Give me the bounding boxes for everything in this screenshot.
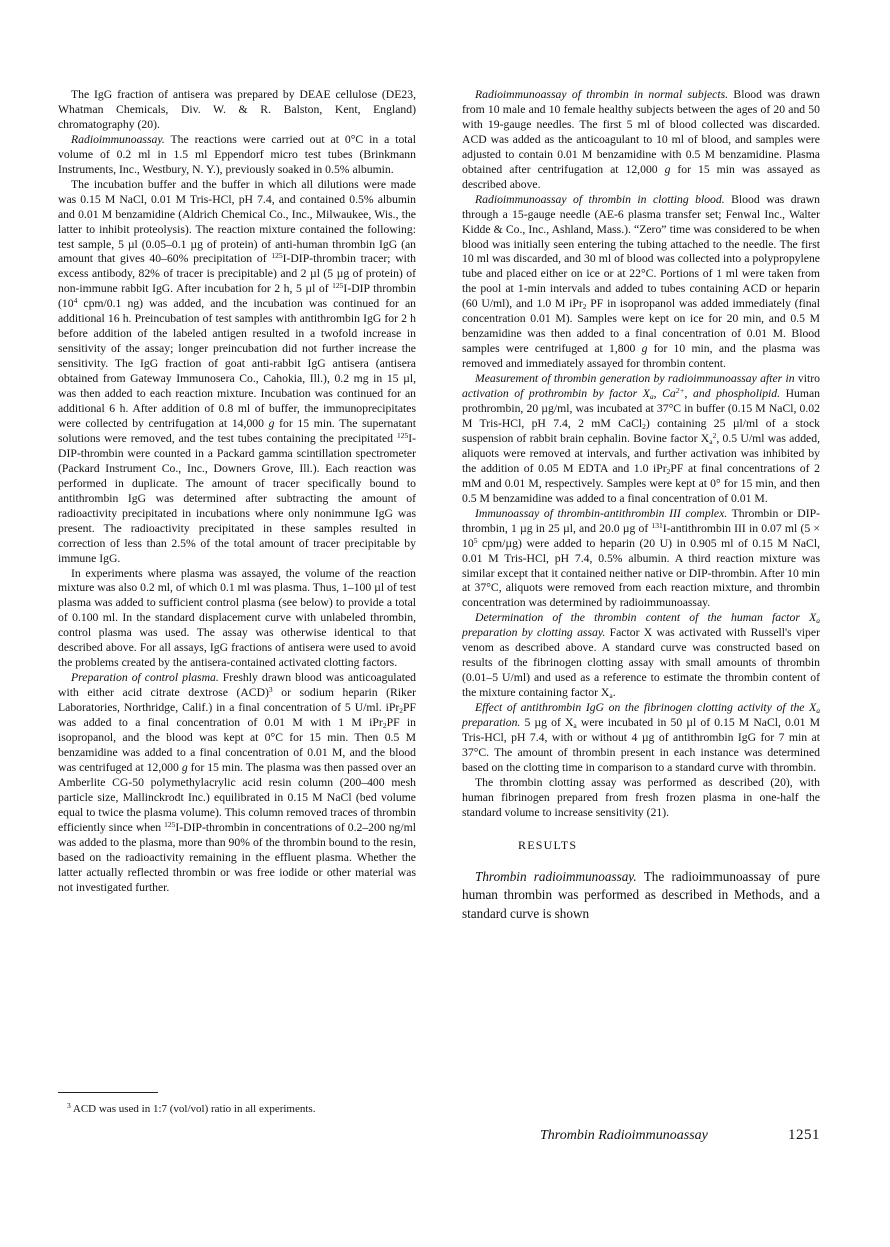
paragraph-results-radioimmunoassay: Thrombin radioimmunoassay. The radioimmunoassay of pure human thrombin was performed as described in Methods, and a standard curve is shown: [462, 868, 820, 921]
run-in-heading: Measurement of thrombin generation by radioimmunoassay after in vitro activation of prothrombin by factor $X_a$, $Ca^{2+}$, and phospholipid.: [462, 372, 820, 402]
paragraph-incubation-buffer: The incubation buffer and the buffer in which all dilutions were made was 0.15 M NaCl, 0.01 M Tris-HCl, pH 7.4, and contained 0.5% albumin and 0.01 M benzamidine (Aldrich Chemical Co., Inc., Milwaukee, Wis., the latter to inhibit proteolysis). The reaction mixture contained the following: test sample, 5 µl (0.05–0.1 µg of protein) of anti-human thrombin IgG (an amount that gives 40–60% precipitation of $^{125}$I-DIP-thrombin tracer; with excess antibody, 82% of tracer is precipitable) and 2 µl (5 µg of protein) of non-immune rabbit IgG. After incubation for 2 h, 5 µl of $^{125}$I-DIP thrombin ($10^4$ cpm/0.1 ng) was added, and the incubation was continued for an additional 16 h. Preincubation of test samples with antithrombin IgG for 2 h before addition of the labeled antigen resulted in a twofold increase in sensitivity of the assay; longer preincubation did not further increase the sensitivity. The IgG fraction of goat anti-rabbit IgG antisera (antisera obtained from Gateway Immunosera Co., Cahokia, Ill.), 0.2 mg in 15 µl, was then added to each reaction mixture. Incubation was continued for an additional 6 h. After addition of 0.8 ml of buffer, the immunoprecipitates were collected by centrifugation at 14,000 g for 15 min. The supernatant solutions were removed, and the test tubes containing the precipitated $^{125}$I-DIP-thrombin were counted in a Packard gamma scintillation spectrometer (Packard Instrument Co., Inc., Downers Grove, Ill.). Each reaction was performed in duplicate. The amount of tracer specifically bound to antithrombin IgG was determined after subtracting the amount of radioactivity precipitated in incubations where only nonimmune IgG was present. The radioactivity precipitated in these samples resulted in correction of less than 2.5% of the total amount of tracer precipitable by immune IgG.: [58, 177, 416, 565]
paragraph-radioimmunoassay: Radioimmunoassay. The reactions were carried out at 0°C in a total volume of 0.2 ml in 1.5 ml Eppendorf micro test tubes (Brinkmann Instruments, Inc., Westbury, N. Y.), previously soaked in 0.5% albumin.: [58, 132, 416, 176]
footnote: $^3$ ACD was used in 1:7 (vol/vol) ratio in all experiments.: [67, 1101, 316, 1115]
paragraph-antithrombin-effect: Effect of antithrombin IgG on the fibrinogen clotting activity of the $X_a$ preparation. 5 µg of $X_a$ were incubated in 50 µl of 0.15 M NaCl, 0.01 M Tris-HCl, pH 7.4, with or without 4 µg of antithrombin IgG for 7 min at 37°C. The amount of thrombin present in each instance was determined based on the clotting time in comparison to a standard curve with thrombin.: [462, 701, 820, 774]
footnote-reference: 3: [268, 685, 273, 695]
run-in-heading: Preparation of control plasma.: [71, 671, 219, 685]
left-column: [58, 88, 416, 895]
paragraph-control-plasma: Preparation of control plasma. Freshly drawn blood was anticoagulated with either acid citrate dextrose (ACD)$^3$ or sodium heparin (Riker Laboratories, Northridge, Calif.) in a final concentration of 5 U/ml. iPr$_2$PF was added to a final concentration of 0.01 M with 1 M iPr$_2$PF in isopropanol, and the blood was kept at 0°C for 15 min. Then 0.5 M benzamidine was added to a final concentration of 0.01 M, and the blood was centrifuged at 12,000 g for 15 min. The plasma was then passed over an Amberlite CG-50 polymethylacrylic acid resin column (200–400 mesh particle size, Mallinckrodt Inc.) equilibrated in 0.15 M NaCl (bed volume equal to twice the plasma volume). This column removed traces of thrombin efficiently since when $^{125}$I-DIP-thrombin in concentrations of 0.2–200 ng/ml was added to the plasma, more than 90% of the thrombin bound to the resin, based on the radioactivity remaining in the effluent plasma. Whether the latter actually reflected thrombin or was free iodide or other material was not investigated further.: [58, 671, 417, 894]
paragraph-clotting-assay: The thrombin clotting assay was performed as described (20), with human fibrinogen prepared from fresh frozen plasma in one-half the standard volume to increase sensitivity (21).: [462, 775, 820, 819]
section-heading-results: RESULTS: [518, 837, 578, 852]
run-in-heading: Radioimmunoassay of thrombin in normal subjects.: [475, 88, 729, 101]
paragraph-igg-fraction: The IgG fraction of antisera was prepared by DEAE cellulose (DE23, Whatman Chemicals, Div. W. & R. Balston, Kent, England) chromatography (20).: [58, 88, 416, 131]
paragraph-thrombin-content: Determination of the thrombin content of the human factor $X_a$ preparation by clotting assay. Factor X was activated with Russell's viper venom as described above. A standard curve was constructed based on results of the fibrinogen clotting assay with small amounts of thrombin (0.01–5 U/ml) and used as a reference to estimate the thrombin content of the mixture containing factor $X_a$.: [462, 611, 820, 701]
run-in-heading: Effect of antithrombin IgG on the fibrinogen clotting activity of the $X_a$ preparation.: [462, 701, 820, 730]
run-in-heading: Immunoassay of thrombin-antithrombin III complex.: [475, 506, 728, 520]
paragraph-thrombin-generation: Measurement of thrombin generation by radioimmunoassay after in vitro activation of prothrombin by factor $X_a$, $Ca^{2+}$, and phospholipid. Human prothrombin, 20 µg/ml, was incubated at 37°C in buffer (0.15 M NaCl, 0.02 M Tris-HCl, pH 7.4, 2 mM CaCl$_2$) containing 25 µl/ml of a stock suspension of rabbit brain cephalin. Bovine factor $X_a^2$, 0.5 U/ml was added, aliquots were removed at intervals, and further activation was inhibited by the addition of 0.05 M EDTA and 1.0 iPr$_2$PF at final concentrations of 2 mM and 0.01 M, respectively. Samples were kept at 0° for 15 min, and then 0.5 M benzamidine was added to a final concentration of 0.01 M.: [462, 372, 821, 505]
running-head: Thrombin Radioimmunoassay: [540, 1128, 708, 1143]
page-number: 1251: [788, 1127, 820, 1143]
run-in-heading: Radioimmunoassay.: [71, 132, 165, 146]
right-column: [462, 88, 820, 923]
paragraph-plasma-assay: In experiments where plasma was assayed, the volume of the reaction mixture was also 0.2 ml, of which 0.1 ml was plasma. Thus, 1–100 µl of test plasma was added to sufficient control plasma (see below) to provide a total of 0.100 ml. In the standard displacement curve with unlabeled thrombin, control plasma was used. The assay was otherwise identical to that described above. For all assays, IgG fractions of antisera were used to avoid the problems created by the antisera-contained activated clotting factors.: [58, 566, 416, 670]
run-in-heading: Radioimmunoassay of thrombin in clotting blood.: [475, 192, 725, 206]
run-in-heading: Determination of the thrombin content of the human factor $X_a$ preparation by clotting assay.: [462, 611, 820, 640]
run-in-heading: Thrombin radioimmunoassay.: [475, 868, 637, 884]
paragraph-normal-subjects: Radioimmunoassay of thrombin in normal subjects. Blood was drawn from 10 male and 10 female healthy subjects between the ages of 20 and 50 with 19-gauge needles. The first 5 ml of blood collected was discarded. ACD was added as the anticoagulant to 10 ml of blood, and samples were adjusted to contain 0.01 M benzamidine with 0.5 M benzamidine. Plasma obtained after centrifugation at 12,000 g for 15 min was assayed as described above.: [462, 88, 821, 191]
paragraph-antithrombin-complex: Immunoassay of thrombin-antithrombin III complex. Thrombin or DIP-thrombin, 1 µg in 25 µl, and 20.0 µg of $^{131}$I-antithrombin III in 0.07 ml ($5 \times 10^5$ cpm/µg) were added to heparin (20 U) in 0.905 ml of 0.15 M NaCl, 0.01 M Tris-HCl, pH 7.4, 0.5% albumin. A third reaction mixture was similar except that it contained neither native or DIP-thrombin. After 10 min at 37°C, aliquots were removed from each reaction mixture, and thrombin concentration was determined by radioimmunoassay.: [462, 506, 820, 610]
paragraph-clotting-blood: Radioimmunoassay of thrombin in clotting blood. Blood was drawn through a 15-gauge needle (AE-6 plasma transfer set; Fenwal Inc., Walter Kidde & Co., Inc., Ashland, Mass.). “Zero” time was considered to be when blood was initially seen entering the tubing attached to the needle. The first 10 ml was discarded, and 30 ml of blood was collected into a polypropylene tube and placed either on ice or at 22°C. Portions of 1 ml were taken from the pool at 1-min intervals and added to tubes containing ACD or heparin (60 U/ml), and 1.0 M iPr$_2$ PF in isopropanol was added immediately (final concentration 0.01 M). Samples were kept on ice for 20 min, and 0.5 M benzamidine was then added to a final concentration of 0.01 M. Blood samples were centrifuged at 1,800 g for 10 min, and the plasma was removed and immediately assayed for thrombin content.: [462, 192, 821, 371]
footnote-rule: [58, 1092, 158, 1093]
